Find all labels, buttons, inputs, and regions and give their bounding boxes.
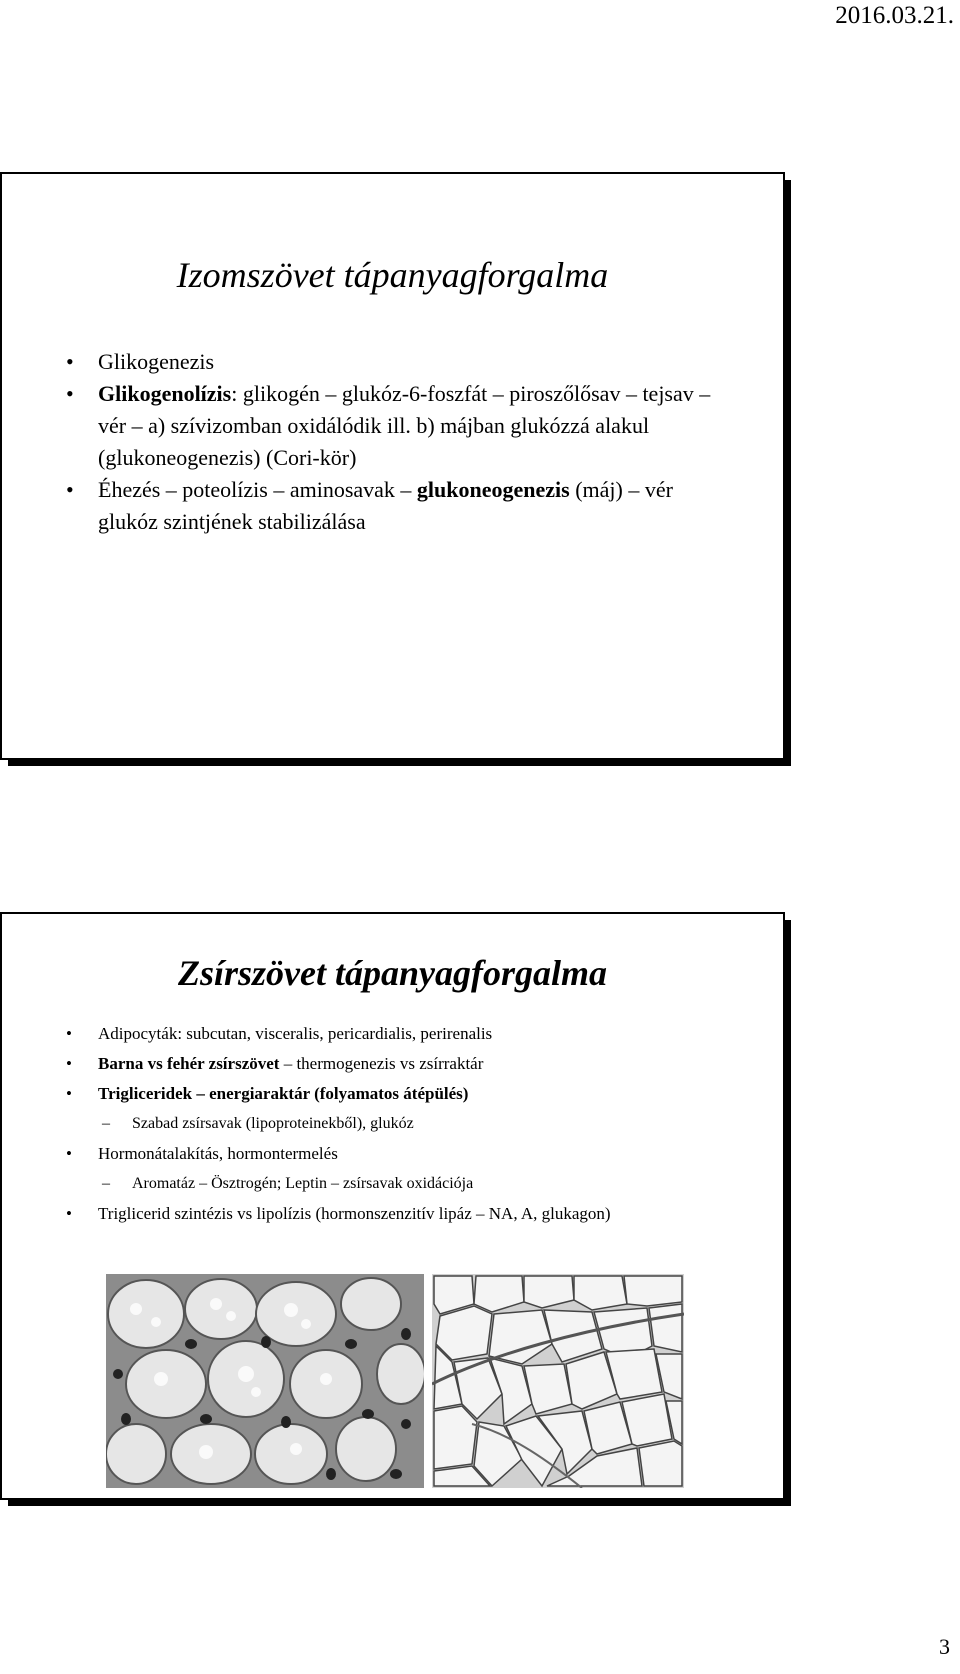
list-item: • Hormonátalakítás, hormontermelés (66, 1144, 338, 1163)
list-item: • Trigliceridek – energiaraktár (folyamatos átépülés) (66, 1084, 469, 1103)
list-item: • Adipocyták: subcutan, visceralis, pericardialis, perirenalis (66, 1024, 493, 1043)
bullet-icon: • (66, 1144, 72, 1163)
bullet-list (66, 1022, 738, 1232)
bullet-icon: • (66, 1204, 72, 1223)
bullet-icon: • (66, 1024, 72, 1043)
bullet-icon: • (66, 381, 74, 406)
white-adipose-micrograph (432, 1274, 684, 1488)
list-subitem: – Aromatáz – Ösztrogén; Leptin – zsírsavak oxidációja (132, 1172, 738, 1195)
dash-icon: – (102, 1115, 110, 1132)
bullet-icon: • (66, 1054, 72, 1073)
list-item: • Glikogenezis (98, 346, 738, 378)
page-date: 2016.03.21. (835, 2, 954, 29)
dash-icon: – (102, 1175, 110, 1192)
slide-muscle-metabolism (0, 172, 785, 760)
bullet-icon: • (66, 349, 74, 374)
bullet-icon: • (66, 477, 74, 502)
list-item: • Triglicerid szintézis vs lipolízis (hormonszenzitív lipáz – NA, A, glukagon) (66, 1204, 611, 1223)
list-item: • Barna vs fehér zsírszövet – thermogenezis vs zsírraktár (66, 1054, 484, 1073)
slide-title: Izomszövet tápanyagforgalma (176, 255, 609, 295)
page-number: 3 (939, 1634, 950, 1659)
slide-adipose-metabolism (0, 912, 785, 1500)
list-item: • Glikogenolízis: glikogén – glukóz-6-foszfát – piroszőlősav – tejsav – vér – a) szívizomban oxidálódik ill. b) májban glukózzá alakul (glukoneogenezis) (Cori-kör) (98, 378, 738, 474)
brown-adipose-micrograph (106, 1274, 424, 1488)
slide-title: Zsírszövet tápanyagforgalma (178, 953, 607, 993)
bullet-icon: • (66, 1084, 72, 1103)
list-subitem: – Szabad zsírsavak (lipoproteinekből), glukóz (132, 1112, 738, 1135)
list-item: • Éhezés – poteolízis – aminosavak – glukoneogenezis (máj) – vér glukóz szintjének stabilizálása (98, 474, 738, 538)
bullet-list (66, 346, 738, 538)
